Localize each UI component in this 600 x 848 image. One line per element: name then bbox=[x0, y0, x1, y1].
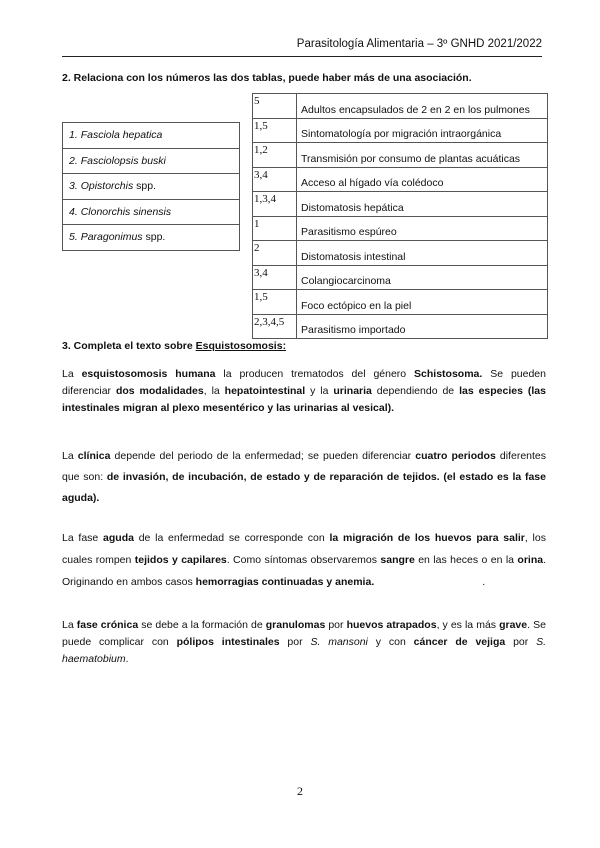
table-row: 2 Distomatosis intestinal bbox=[253, 241, 548, 266]
header-rule bbox=[62, 56, 542, 57]
table-row: 1. Fasciola hepatica bbox=[63, 123, 240, 149]
table-row: 2. Fasciolopsis buski bbox=[63, 148, 240, 174]
answer-field[interactable]: 1,5 bbox=[253, 290, 297, 315]
characteristics-table bbox=[252, 93, 548, 339]
table-row: 3,4 Colangiocarcinoma bbox=[253, 265, 548, 290]
answer-field[interactable]: 1,2 bbox=[253, 143, 297, 168]
question-2-title: 2. Relaciona con los números las dos tablas, puede haber más de una asociación. bbox=[62, 72, 472, 84]
paragraph-esquistosomosis-intro: La esquistosomosis humana la producen trematodos del género Schistosoma. Se pueden diferenciar dos modalidades, la hepatointestinal y la urinaria dependiendo de las especies (las intestinales migran al plexo mesentérico y las urinarias al vesical). bbox=[62, 368, 546, 414]
table-row: 1,5 Sintomatología por migración intraorgánica bbox=[253, 118, 548, 143]
parasite-table bbox=[62, 122, 240, 251]
table-row: 1,3,4 Distomatosis hepática bbox=[253, 192, 548, 217]
table-row: 3,4 Acceso al hígado vía colédoco bbox=[253, 167, 548, 192]
paragraph-fase-cronica: La fase crónica se debe a la formación de granulomas por huevos atrapados, y es la más grave. Se puede complicar con pólipos intestinales por S. mansoni y con cáncer de vejiga por S. haematobium. bbox=[62, 619, 547, 665]
table-row: 1,2 Transmisión por consumo de plantas acuáticas bbox=[253, 143, 548, 168]
table-row: 4. Clonorchis sinensis bbox=[63, 199, 240, 225]
answer-field[interactable]: 1 bbox=[253, 216, 297, 241]
answer-field[interactable]: 2 bbox=[253, 241, 297, 266]
table-row: 5 Adultos encapsulados de 2 en 2 en los pulmones bbox=[253, 94, 548, 119]
answer-field[interactable]: 5 bbox=[253, 94, 297, 119]
answer-field[interactable]: 2,3,4,5 bbox=[253, 314, 297, 339]
answer-field[interactable]: 3,4 bbox=[253, 167, 297, 192]
answer-field[interactable]: 1,5 bbox=[253, 118, 297, 143]
paragraph-fase-aguda: La fase aguda de la enfermedad se corresponde con la migración de los huevos para salir, los cuales rompen tejidos y capilares. Como síntomas observaremos sangre en las heces o en la orina. Originando en ambos casos hemorragias continuadas y anemia. . bbox=[62, 532, 546, 588]
question-3-title: 3. Completa el texto sobre Esquistosomosis: bbox=[62, 340, 287, 352]
answer-field[interactable]: 1,3,4 bbox=[253, 192, 297, 217]
page-number: 2 bbox=[297, 784, 303, 798]
table-row: 2,3,4,5 Parasitismo importado bbox=[253, 314, 548, 339]
table-row: 1 Parasitismo espúreo bbox=[253, 216, 548, 241]
page-header: Parasitología Alimentaria – 3º GNHD 2021/2022 bbox=[296, 38, 542, 50]
table-row: 5. Paragonimus spp. bbox=[63, 225, 240, 251]
answer-field[interactable]: 3,4 bbox=[253, 265, 297, 290]
table-row: 3. Opistorchis spp. bbox=[63, 174, 240, 200]
table-row: 1,5 Foco ectópico en la piel bbox=[253, 290, 548, 315]
paragraph-clinica: La clínica depende del periodo de la enfermedad; se pueden diferenciar cuatro periodos diferentes que son: de invasión, de incubación, de estado y de reparación de tejidos. (el estado es la fase aguda). bbox=[62, 450, 547, 504]
